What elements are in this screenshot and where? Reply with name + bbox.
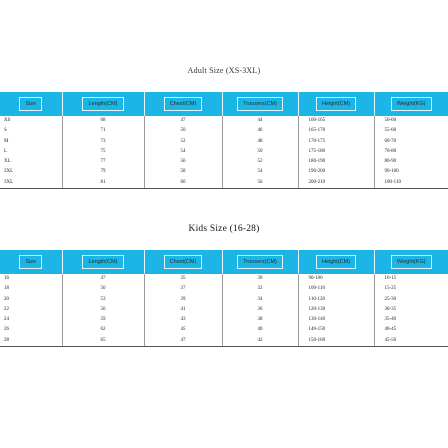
table-cell: 39 (144, 295, 222, 305)
table-cell: 42 (222, 336, 298, 347)
table-cell: 36 (222, 305, 298, 315)
table-cell: XL (4, 159, 11, 165)
table-cell: 200-210 (298, 178, 374, 189)
table-cell: 50 (144, 126, 222, 136)
table-cell: 165-170 (298, 126, 374, 136)
table-cell: 25-30 (374, 295, 448, 305)
table-cell: 40 (222, 325, 298, 335)
table-cell: 56 (144, 157, 222, 167)
table-row (0, 178, 448, 189)
adult-size-table (0, 92, 448, 189)
table-row (0, 116, 448, 126)
header-label: Height(CM) (316, 255, 356, 269)
table-row (0, 284, 448, 294)
table-cell: 16 (4, 276, 9, 281)
table-cell: S (4, 128, 7, 134)
table-cell: 180-190 (298, 157, 374, 167)
kids-size-title: Kids Size (16-28) (188, 224, 260, 234)
header-label: Trousers(CM) (237, 255, 283, 269)
table-cell: 53 (62, 295, 144, 305)
table-cell: 175-180 (298, 147, 374, 157)
table-cell: 56 (62, 305, 144, 315)
table-cell: XS (4, 118, 11, 123)
header-trousers (222, 250, 298, 274)
header-size (0, 92, 62, 116)
table-cell: M (4, 138, 9, 144)
table-cell: 100-110 (298, 284, 374, 294)
table-row (0, 305, 448, 315)
table-cell: 10-15 (374, 274, 448, 284)
header-height (298, 92, 374, 116)
table-cell: 47 (144, 116, 222, 126)
header-label: Height(CM) (316, 97, 356, 111)
table-cell: 90-100 (298, 274, 374, 284)
table-cell: 47 (144, 336, 222, 347)
table-cell: 77 (62, 157, 144, 167)
table-cell: 45 (144, 325, 222, 335)
header-label: Chest(CM) (164, 255, 203, 269)
table-cell: 60-70 (374, 137, 448, 147)
header-label: Weight(KG) (391, 97, 432, 111)
table-cell: 80-90 (374, 157, 448, 167)
table-cell: 50-60 (374, 116, 448, 126)
table-cell: 100-110 (374, 178, 448, 189)
header-chest (144, 250, 222, 274)
header-label: Length(CM) (82, 255, 123, 269)
table-cell: 46 (222, 126, 298, 136)
table-cell: L (4, 148, 8, 154)
table-cell: 140-150 (298, 325, 374, 335)
table-cell: 71 (62, 126, 144, 136)
table-cell: 59 (62, 315, 144, 325)
table-cell: 22 (4, 306, 9, 312)
table-cell: 3XL (0, 178, 62, 189)
table-row (0, 157, 448, 167)
table-row (0, 137, 448, 147)
header-size (0, 250, 62, 274)
table-cell: 75 (62, 147, 144, 157)
header-weight (374, 250, 448, 274)
table-cell: 47 (62, 274, 144, 284)
table-cell: 58 (144, 167, 222, 177)
table-cell: 24 (4, 317, 9, 323)
table-cell: 90-100 (374, 167, 448, 177)
table-cell: 65 (62, 336, 144, 347)
table-cell: 35 (144, 274, 222, 284)
table-cell: 20 (4, 296, 9, 302)
table-cell: 34 (222, 295, 298, 305)
table-cell: 45-50 (374, 336, 448, 347)
table-row (0, 167, 448, 177)
table-cell: 60 (144, 178, 222, 189)
header-label: Chest(CM) (164, 97, 203, 111)
table-cell: 110-120 (298, 295, 374, 305)
table-cell: 43 (144, 315, 222, 325)
table-row (0, 147, 448, 157)
table-cell: 54 (144, 147, 222, 157)
table-cell: 32 (222, 284, 298, 294)
table-cell: 52 (222, 157, 298, 167)
header-label: Size (19, 97, 42, 111)
table-row (0, 274, 448, 284)
table-cell: 28 (0, 336, 62, 347)
table-cell: 26 (4, 327, 9, 333)
table-cell: 54 (222, 167, 298, 177)
table-cell: 30 (222, 274, 298, 284)
table-row (0, 336, 448, 347)
table-cell: 81 (62, 178, 144, 189)
table-cell: 40-45 (374, 325, 448, 335)
table-row (0, 315, 448, 325)
table-cell: 52 (144, 137, 222, 147)
table-row (0, 295, 448, 305)
table-cell: 44 (222, 116, 298, 126)
header-label: Weight(KG) (391, 255, 432, 269)
table-cell: 50 (62, 284, 144, 294)
table-cell: 2XL (4, 169, 14, 175)
kids-size-table (0, 250, 448, 347)
table-cell: 30-35 (374, 305, 448, 315)
table-cell: 62 (62, 325, 144, 335)
header-label: Trousers(CM) (237, 97, 283, 111)
header-trousers (222, 92, 298, 116)
table-cell: 37 (144, 284, 222, 294)
table-cell: 73 (62, 137, 144, 147)
header-weight (374, 92, 448, 116)
kids-header-row (0, 250, 448, 274)
table-cell: 56 (222, 178, 298, 189)
table-cell: 48 (222, 137, 298, 147)
adult-header-row (0, 92, 448, 116)
table-row (0, 126, 448, 136)
table-cell: 150-160 (298, 336, 374, 347)
table-cell: 70-80 (374, 147, 448, 157)
adult-size-title: Adult Size (XS-3XL) (187, 66, 261, 75)
header-length (62, 250, 144, 274)
table-cell: 130-140 (298, 315, 374, 325)
header-height (298, 250, 374, 274)
table-cell: 120-130 (298, 305, 374, 315)
table-cell: 15-25 (374, 284, 448, 294)
table-cell: 18 (4, 286, 9, 292)
table-row (0, 325, 448, 335)
table-cell: 50 (222, 147, 298, 157)
table-cell: 38 (222, 315, 298, 325)
table-cell: 68 (62, 116, 144, 126)
header-label: Size (19, 255, 42, 269)
table-cell: 55-60 (374, 126, 448, 136)
table-cell: 79 (62, 167, 144, 177)
table-cell: 190-200 (298, 167, 374, 177)
table-cell: 41 (144, 305, 222, 315)
header-length (62, 92, 144, 116)
header-label: Length(CM) (82, 97, 123, 111)
table-cell: 170-175 (298, 137, 374, 147)
table-cell: 35-40 (374, 315, 448, 325)
table-cell: 160-165 (298, 116, 374, 126)
header-chest (144, 92, 222, 116)
